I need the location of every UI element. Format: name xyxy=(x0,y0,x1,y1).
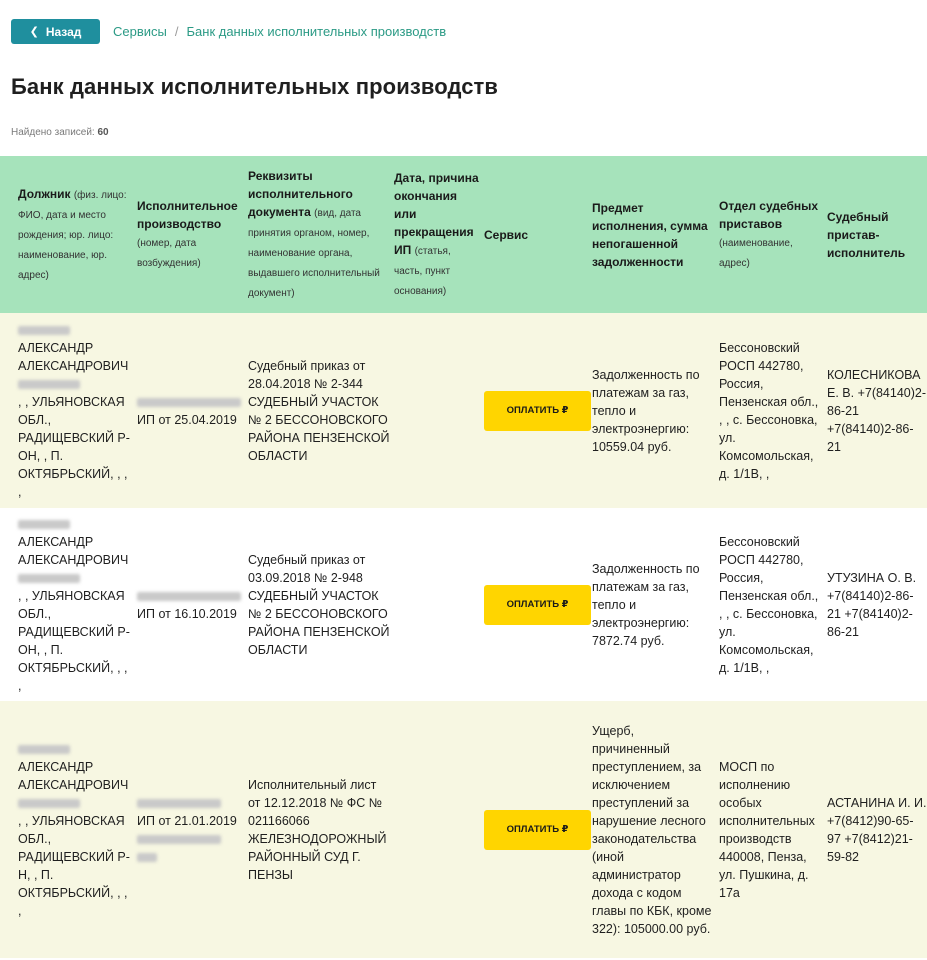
table-row xyxy=(0,701,927,958)
bailiff-cell: АСТАНИНА И. И. +7(8412)90-65-97 +7(8412)21-59-82 xyxy=(827,795,927,864)
redacted-ip-number-extra xyxy=(137,835,221,844)
enforcement-table xyxy=(0,156,927,958)
bailiff-cell: КОЛЕСНИКОВА Е. В. +7(84140)2-86-21 +7(84140)2-86-21 xyxy=(827,367,927,454)
redacted-ip-suffix xyxy=(137,853,157,862)
debtor-cell: АЛЕКСАНДР АЛЕКСАНДРОВИЧ , , УЛЬЯНОВСКАЯ ОБЛ., РАДИЩЕВСКИЙ Р-Н, , П. ОКТЯБРЬСКИЙ, , , , xyxy=(0,701,133,958)
redacted-surname xyxy=(18,520,70,529)
breadcrumb-separator: / xyxy=(174,24,179,39)
redacted-surname xyxy=(18,745,70,754)
header-department: Отдел судебных приставов (наименование, адрес) xyxy=(719,198,819,269)
breadcrumb-item-services[interactable]: Сервисы xyxy=(113,24,167,39)
subject-cell: Задолженность по платежам за газ, тепло и электроэнергию: 7872.74 руб. xyxy=(592,561,700,648)
header-proceeding: Исполнительное производство (номер, дата возбуждения) xyxy=(137,198,238,269)
records-found-label: Найдено записей: xyxy=(11,127,95,138)
document-cell: Исполнительный лист от 12.12.2018 № ФС № 021166066 ЖЕЛЕЗНОДОРОЖНЫЙ РАЙОННЫЙ СУД Г. ПЕНЗЫ xyxy=(248,777,387,882)
proceeding-cell: ИП от 16.10.2019 xyxy=(133,508,244,701)
header-document: Реквизиты исполнительного документа (вид, дата принятия органом, номер, наименование органа, выдавшего исполнительный документ) xyxy=(248,168,380,299)
header-end-date: Дата, причина окончания или прекращения ИП (статья, часть, пункт основания) xyxy=(394,170,479,297)
redacted-birthdate xyxy=(18,574,80,583)
department-cell: Бессоновский РОСП 442780, Россия, Пензенская обл., , , с. Бессоновка, ул. Комсомольская, д. 1/1В, , xyxy=(719,340,819,481)
redacted-surname xyxy=(18,326,70,335)
chevron-left-icon: ❮ xyxy=(29,26,39,38)
records-found-count: 60 xyxy=(97,127,109,138)
back-button[interactable] xyxy=(11,19,100,44)
pay-button[interactable]: ОПЛАТИТЬ ₽ xyxy=(484,810,591,850)
subject-cell: Задолженность по платежам за газ, тепло и электроэнергию: 10559.04 руб. xyxy=(592,367,700,454)
service-cell xyxy=(480,701,588,958)
table-header-row xyxy=(0,156,927,313)
back-button-label: Назад xyxy=(45,24,82,39)
end-date-cell xyxy=(390,508,480,701)
pay-button[interactable]: ОПЛАТИТЬ ₽ xyxy=(484,585,591,625)
debtor-cell: АЛЕКСАНДР АЛЕКСАНДРОВИЧ , , УЛЬЯНОВСКАЯ ОБЛ., РАДИЩЕВСКИЙ Р-ОН, , П. ОКТЯБРЬСКИЙ, , , , xyxy=(0,508,133,701)
redacted-birthdate xyxy=(18,799,80,808)
document-cell: Судебный приказ от 03.09.2018 № 2-948 СУДЕБНЫЙ УЧАСТОК № 2 БЕССОНОВСКОГО РАЙОНА ПЕНЗЕНСКОЙ ОБЛАСТИ xyxy=(248,552,390,657)
service-cell xyxy=(480,508,588,701)
redacted-birthdate xyxy=(18,380,80,389)
service-cell xyxy=(480,313,588,508)
department-cell: МОСП по исполнению особых исполнительных производств 440008, Пенза, ул. Пушкина, д. 17а xyxy=(719,759,815,900)
header-debtor: Должник (физ. лицо: ФИО, дата и место рождения; юр. лицо: наименование, юр. адрес) xyxy=(18,186,127,281)
breadcrumb-item-current[interactable]: Банк данных исполнительных производств xyxy=(186,24,447,39)
department-cell: Бессоновский РОСП 442780, Россия, Пензенская обл., , , с. Бессоновка, ул. Комсомольская, д. 1/1В, , xyxy=(719,534,819,675)
pay-button[interactable]: ОПЛАТИТЬ ₽ xyxy=(484,391,591,431)
document-cell: Судебный приказ от 28.04.2018 № 2-344 СУДЕБНЫЙ УЧАСТОК № 2 БЕССОНОВСКОГО РАЙОНА ПЕНЗЕНСКОЙ ОБЛАСТИ xyxy=(248,358,390,463)
redacted-ip-number xyxy=(137,799,221,808)
redacted-ip-number xyxy=(137,592,241,601)
header-subject: Предмет исполнения, сумма непогашенной задолженности xyxy=(592,200,708,269)
breadcrumb xyxy=(113,24,446,39)
records-found xyxy=(11,127,109,138)
header-bailiff: Судебный пристав-исполнитель xyxy=(827,209,906,260)
end-date-cell xyxy=(390,701,480,958)
subject-cell: Ущерб, причиненный преступлением, за исключением преступлений за нарушение лесного законодательства (иной администратор дохода с кодом главы по КБК, кроме 322): 105000.00 руб. xyxy=(592,723,712,936)
page-title: Банк данных исполнительных производств xyxy=(11,74,499,99)
top-bar xyxy=(11,19,446,44)
table-row xyxy=(0,508,927,701)
proceeding-cell: ИП от 25.04.2019 xyxy=(133,313,244,508)
debtor-cell: АЛЕКСАНДР АЛЕКСАНДРОВИЧ , , УЛЬЯНОВСКАЯ ОБЛ., РАДИЩЕВСКИЙ Р-ОН, , П. ОКТЯБРЬСКИЙ, , , , xyxy=(0,313,133,508)
redacted-ip-number xyxy=(137,398,241,407)
table-row xyxy=(0,313,927,508)
proceeding-cell: ИП от 21.01.2019 xyxy=(133,701,244,958)
header-service: Сервис xyxy=(484,227,529,242)
end-date-cell xyxy=(390,313,480,508)
bailiff-cell: УТУЗИНА О. В. +7(84140)2-86-21 +7(84140)2-86-21 xyxy=(827,570,917,639)
